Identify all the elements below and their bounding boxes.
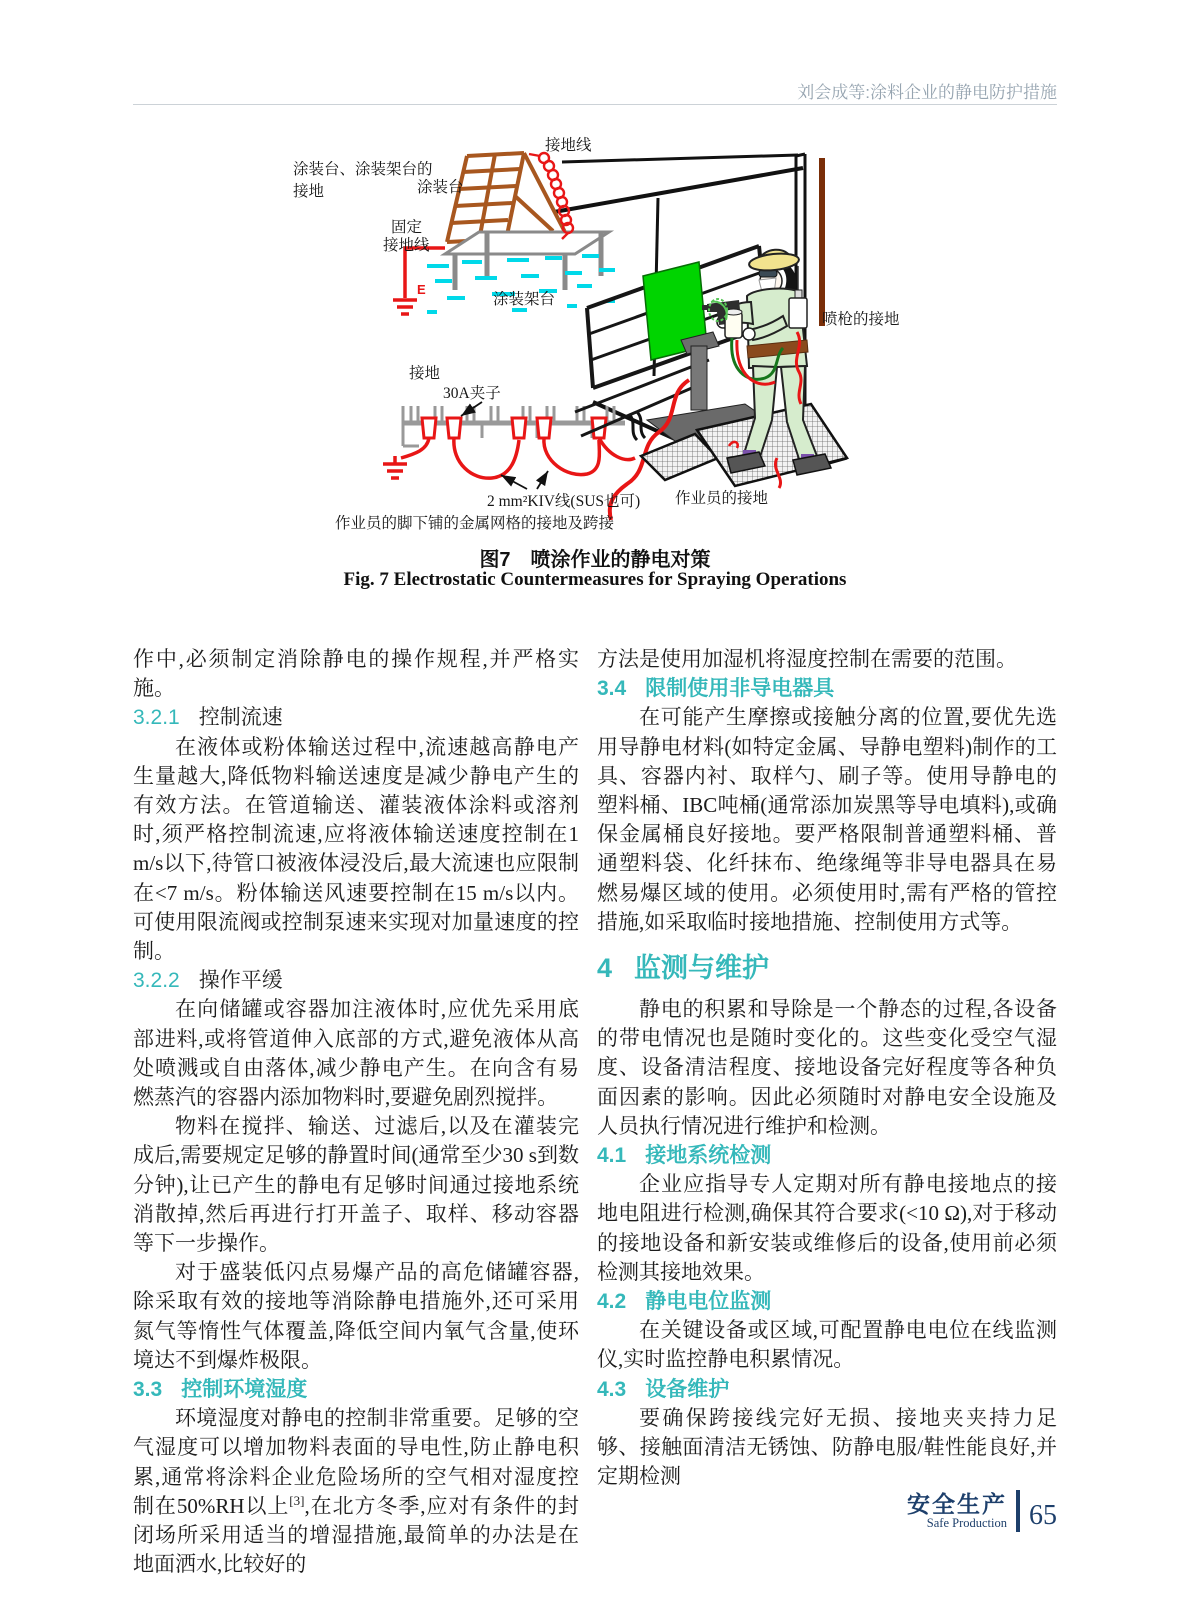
page-footer (907, 1490, 1057, 1532)
label-fixed-grounding-line2: 接地线 (383, 237, 430, 254)
heading-title: 静电电位监测 (645, 1290, 772, 1314)
footer-section-en: Safe Production (926, 1516, 1007, 1530)
figure-caption-zh: 图7 喷涂作业的静电对策 (479, 549, 711, 571)
heading-number: 3.2.2 (133, 969, 180, 993)
figure-7-illustration (277, 126, 941, 540)
page-number: 65 (1029, 1500, 1057, 1531)
running-head: 刘会成等:涂料企业的静电防护措施 (797, 83, 1057, 102)
label-painting-platform: 涂装台 (417, 179, 464, 196)
paragraph-continuation: 作中,必须制定消除静电的操作规程,并严格实施。 (133, 647, 579, 701)
heading-4-1 (597, 1141, 1057, 1170)
heading-number: 3.3 (133, 1378, 163, 1402)
label-platform-grounding-line1: 涂装台、涂装架台的 (293, 161, 433, 178)
heading-title: 控制流速 (198, 706, 283, 730)
heading-title: 监测与维护 (634, 953, 770, 984)
heading-number: 4.1 (597, 1144, 627, 1168)
jumper-wires (383, 438, 635, 478)
heading-title: 控制环境湿度 (181, 1378, 308, 1402)
paragraph-text: ,在北方冬季,应对有条件的封闭场所采用适当的增湿措施,最简单的办法是在地面洒水,比较好的 (133, 1493, 579, 1577)
citation-ref: [3] (289, 1492, 305, 1508)
label-kiv-wire: 2 mm²KIV线(SUS也可) (487, 493, 641, 510)
label-platform-grounding-line2: 接地 (293, 183, 325, 200)
label-grounding-wire: 接地线 (545, 137, 592, 154)
footer-journal-section (907, 1492, 1007, 1530)
label-grounding: 接地 (409, 365, 441, 382)
label-earth-mark: E (417, 282, 426, 297)
paragraph: 物料在搅拌、输送、过滤后,以及在灌装完成后,需要规定足够的静置时间(通常至少30 s到数分钟),让已产生的静电有足够时间通过接地系统消散掉,然后再进行打开盖子、取样、移动容器等下一步操作。 (133, 1114, 579, 1256)
heading-4 (597, 951, 1057, 985)
figure-caption-en: Fig. 7 Electrostatic Countermeasures for Spraying Operations (343, 569, 847, 590)
heading-title: 限制使用非导电器具 (645, 677, 835, 701)
label-30a-clamp: 30A夹子 (443, 385, 501, 402)
heading-number: 3.4 (597, 677, 627, 701)
paragraph: 对于盛装低闪点易爆产品的高危储罐容器,除采取有效的接地等消除静电措施外,还可采用氮气等惰性气体覆盖,降低空间内氧气含量,使环境达不到爆炸极限。 (133, 1260, 579, 1372)
heading-title: 操作平缓 (198, 969, 283, 993)
right-column (597, 645, 1057, 1491)
heading-4-2 (597, 1287, 1057, 1316)
paragraph: 在关键设备或区域,可配置静电电位在线监测仪,实时监控静电积累情况。 (597, 1318, 1057, 1372)
heading-3-4 (597, 674, 1057, 703)
heading-3-3 (133, 1375, 579, 1404)
paragraph: 企业应指导专人定期对所有静电接地点的接地电阻进行检测,确保其符合要求(<10 Ω),对于移动的接地设备和新安装或维修后的设备,使用前必须检测其接地效果。 (597, 1172, 1057, 1284)
paragraph-with-citation (133, 1404, 579, 1579)
heading-number: 4.2 (597, 1290, 627, 1314)
paragraph: 在液体或粉体输送过程中,流速越高静电产生量越大,降低物料输送速度是减少静电产生的有效方法。在管道输送、灌装液体涂料或溶剂时,须严格控制流速,应将液体输送速度控制在1 m/s以下,待管口被液体浸没后,最大流速也应限制在<7 m/s。粉体输送风速要控制在15 m/s以内。可使用限流阀或控制泵速来实现对加量速度的控制。 (133, 734, 579, 964)
paragraph: 在向储罐或容器加注液体时,应优先采用底部进料,或将管道伸入底部的方式,避免液体从高处喷溅或自由落体,减少静电产生。在向含有易燃蒸汽的容器内添加物料时,要避免剧烈搅拌。 (133, 997, 579, 1110)
coiled-grounding-cable (529, 153, 573, 239)
heading-number: 4.3 (597, 1377, 627, 1401)
label-worker-grounding: 作业员的接地 (675, 490, 769, 507)
paragraph-continuation: 方法是使用加湿机将湿度控制在需要的范围。 (597, 647, 1017, 671)
paragraph: 静电的积累和导除是一个静态的过程,各设备的带电情况也是随时变化的。这些变化受空气湿度、设备清洁程度、接地设备完好程度等各种负面因素的影响。因此必须随时对静电安全设施及人员执行情况进行维护和检测。 (597, 997, 1057, 1138)
footer-divider-bar (1016, 1490, 1020, 1532)
paragraph: 要确保跨接线完好无损、接地夹夹持力足够、接触面清洁无锈蚀、防静电服/鞋性能良好,并定期检测 (597, 1405, 1057, 1489)
left-column (133, 645, 579, 1580)
label-fixed-grounding-line1: 固定 (391, 219, 423, 236)
header-rule (133, 104, 1057, 105)
heading-title: 接地系统检测 (645, 1144, 772, 1168)
label-spray-gun-grounding: 喷枪的接地 (822, 311, 900, 328)
spray-operation-diagram (277, 126, 941, 538)
heading-3-2-2 (133, 966, 579, 995)
heading-number: 4 (597, 953, 613, 984)
footer-section-zh: 安全生产 (907, 1491, 1007, 1517)
heading-number: 3.2.1 (133, 706, 180, 730)
label-floor-mesh-grounding: 作业员的脚下铺的金属网格的接地及跨接 (335, 515, 615, 532)
painting-platform-ladder (447, 153, 567, 242)
label-painting-rack: 涂装架台 (493, 291, 556, 308)
paragraph: 在可能产生摩擦或接触分离的位置,要优先选用导静电材料(如特定金属、导静电塑料)制作的工具、容器内衬、取样勺、刷子等。使用导静电的塑料桶、IBC吨桶(通常添加炭黑等导电填料),或确保金属桶良好接地。要严格限制普通塑料桶、普通塑料袋、化纤抹布、绝缘绳等非导电器具在易燃易爆区域的使用。必须使用时,需有严格的管控措施,如采取临时接地措施、控制使用方式等。 (597, 705, 1057, 934)
heading-4-3 (597, 1375, 1057, 1404)
heading-3-2-1 (133, 703, 579, 732)
heading-title: 设备维护 (645, 1377, 730, 1401)
paragraph-text: 环境湿度对静电的控制非常重要。足够的空气湿度可以增加物料表面的导电性,防止静电积累,通常将涂料企业危险场所的空气相对湿度控制在50%RH以上 (133, 1406, 579, 1518)
